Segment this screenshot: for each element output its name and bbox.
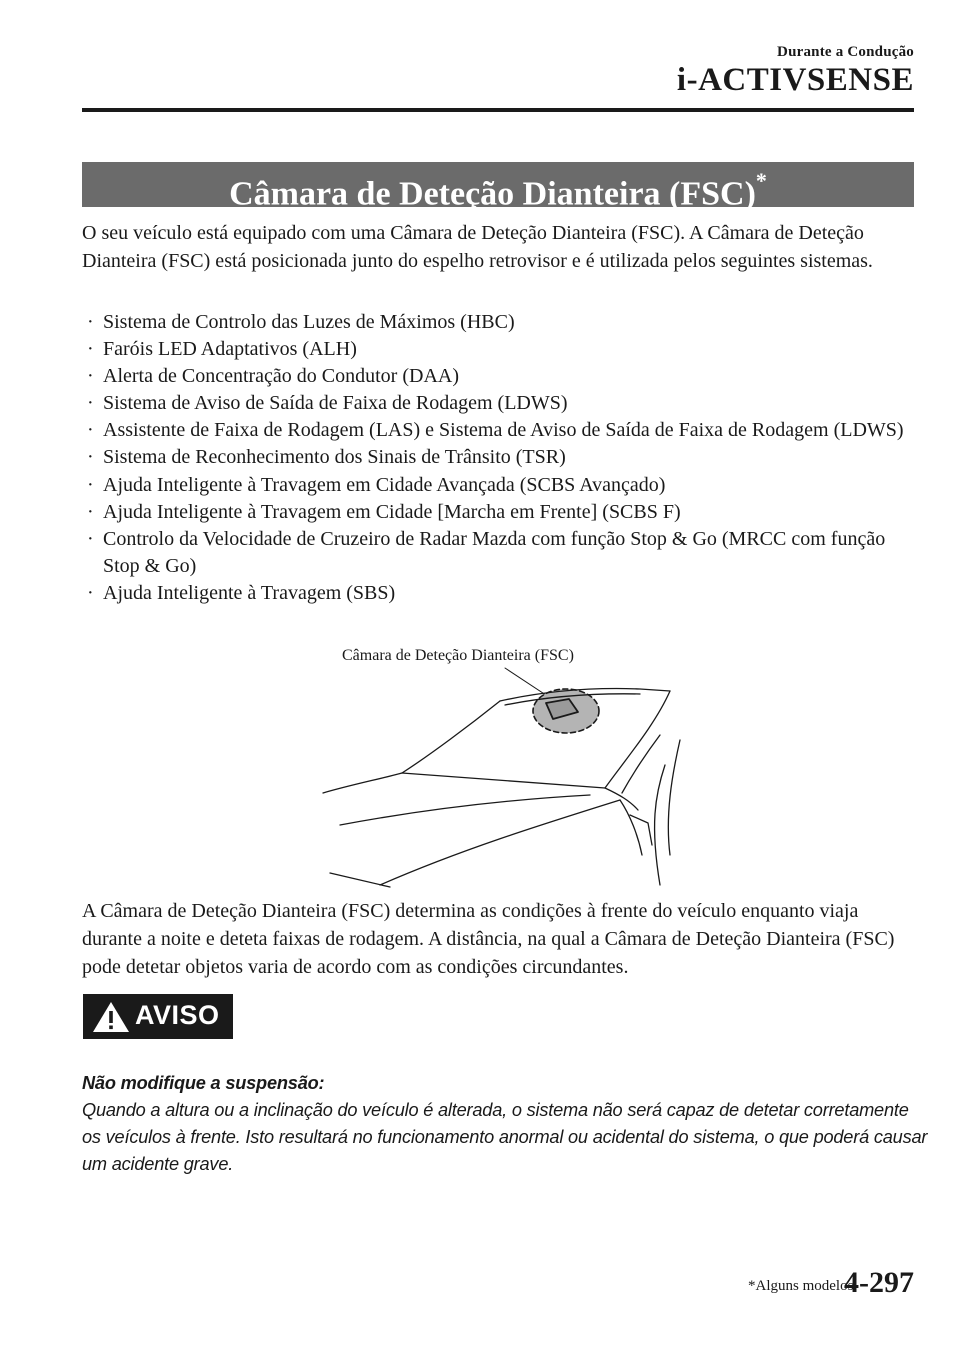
camera-location-figure [320, 645, 700, 895]
warning-badge [83, 994, 233, 1039]
systems-list [82, 309, 922, 607]
warning-badge-label: AVISO [135, 1000, 220, 1030]
list-item [82, 309, 922, 336]
page-title-text: Câmara de Deteção Dianteira (FSC) [229, 175, 756, 213]
figure-label: Câmara de Deteção Dianteira (FSC) [342, 647, 574, 664]
list-item-text: Ajuda Inteligente à Travagem em Cidade Avançada (SCBS Avançado) [103, 473, 666, 496]
list-item-text: Controlo da Velocidade de Cruzeiro de Radar Mazda com função Stop & Go (MRCC com função Stop & Go) [103, 527, 886, 577]
warning-triangle-icon [91, 1000, 131, 1034]
list-item [82, 499, 922, 526]
list-item-text: Sistema de Controlo das Luzes de Máximos (HBC) [103, 311, 515, 333]
list-item [82, 363, 922, 390]
some-models-marker: * [755, 168, 767, 193]
page-number: 4-297 [844, 1266, 914, 1299]
bullet-icon: · [87, 500, 94, 523]
page-title [82, 162, 914, 213]
list-item-text: Ajuda Inteligente à Travagem em Cidade [Marcha em Frente] (SCBS F) [103, 500, 681, 523]
bullet-icon: · [87, 338, 94, 361]
list-item-text: Assistente de Faixa de Rodagem (LAS) e Sistema de Aviso de Saída de Faixa de Rodagem (LDWS) [103, 419, 904, 442]
warning-text [82, 1070, 932, 1178]
list-item-text: Ajuda Inteligente à Travagem (SBS) [103, 581, 396, 604]
list-item [82, 580, 922, 607]
bullet-icon: · [87, 311, 94, 333]
detection-paragraph: A Câmara de Deteção Dianteira (FSC) determina as condições à frente do veículo enquanto viaja durante a noite e deteta faixas de rodagem. A distância, na qual a Câmara de Deteção Dianteira (FSC) pode detetar objetos varia de acordo com as condições circundantes. [82, 900, 895, 978]
windshield-illustration [320, 645, 700, 895]
section-header: Durante a Condução [777, 44, 914, 60]
list-item-text: Faróis LED Adaptativos (ALH) [103, 338, 357, 361]
list-item [82, 390, 922, 417]
footnote: *Alguns modelos. [748, 1278, 858, 1294]
list-item [82, 526, 922, 580]
chapter-header: i-ACTIVSENSE [676, 62, 914, 98]
list-item [82, 444, 922, 471]
header-rule [82, 108, 914, 112]
list-item-text: Sistema de Reconhecimento dos Sinais de Trânsito (TSR) [103, 446, 566, 469]
warning-heading: Não modifique a suspensão: [82, 1073, 325, 1093]
bullet-icon: · [87, 473, 94, 496]
bullet-icon: · [87, 365, 94, 388]
bullet-icon: · [87, 392, 94, 415]
list-item [82, 336, 922, 363]
bullet-icon: · [87, 581, 94, 604]
list-item [82, 417, 922, 444]
list-item-text: Alerta de Concentração do Condutor (DAA) [103, 365, 459, 388]
warning-body: Quando a altura ou a inclinação do veículo é alterada, o sistema não será capaz de detetar corretamente os veículos à frente. Isto resultará no funcionamento anormal ou acidental do sistema, o que poderá causar um acidente grave. [82, 1100, 928, 1174]
bullet-icon: · [87, 527, 94, 550]
list-item-text: Sistema de Aviso de Saída de Faixa de Rodagem (LDWS) [103, 392, 568, 415]
bullet-icon: · [87, 419, 94, 442]
bullet-icon: · [87, 446, 94, 469]
intro-paragraph: O seu veículo está equipado com uma Câmara de Deteção Dianteira (FSC). A Câmara de Deteção Dianteira (FSC) está posicionada junto do espelho retrovisor e é utilizada pelos seguintes sistemas. [82, 222, 873, 272]
list-item [82, 472, 922, 499]
